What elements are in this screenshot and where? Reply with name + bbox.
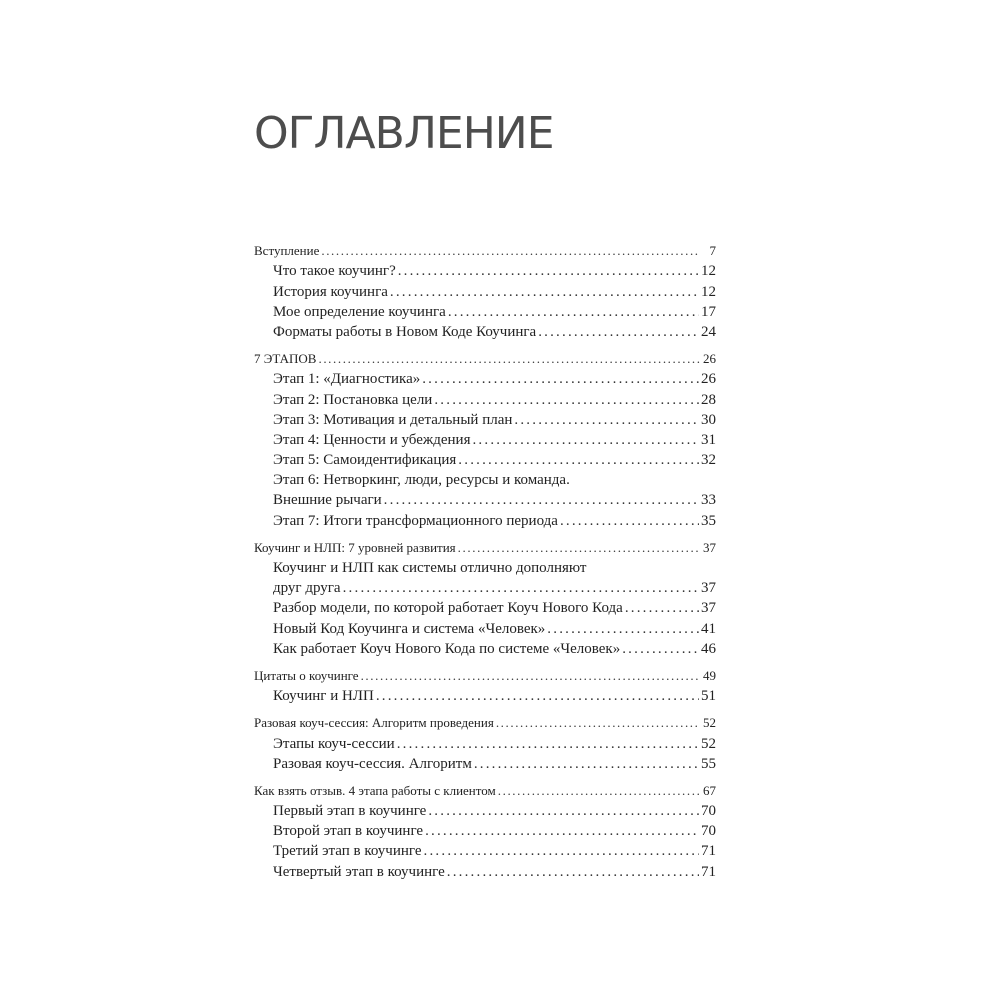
toc-page-number: 28	[701, 391, 716, 408]
toc-entry[interactable]	[254, 322, 716, 342]
toc-entry-label: Этап 1: «Диагностика»	[273, 371, 421, 388]
toc-entry[interactable]	[254, 261, 716, 281]
toc-entry-label: Второй этап в коучинге	[273, 823, 424, 840]
toc-page-number: 70	[701, 803, 716, 820]
toc-entry-label: Третий этап в коучинге	[273, 843, 422, 860]
dot-leader	[397, 734, 699, 754]
toc-page-number: 30	[701, 411, 716, 428]
dot-leader	[447, 862, 699, 882]
toc-entry[interactable]	[254, 598, 716, 618]
dot-leader	[458, 450, 699, 470]
dot-leader	[560, 511, 699, 531]
toc-page-number: 52	[703, 715, 716, 731]
dot-leader	[398, 261, 699, 281]
dot-leader	[376, 686, 699, 706]
dot-leader	[622, 639, 699, 659]
toc-entry[interactable]	[254, 410, 716, 430]
toc-entry[interactable]	[254, 801, 716, 821]
toc-page-number: 67	[703, 782, 716, 798]
toc-section-quotes	[254, 666, 716, 706]
toc-entry-label: Что такое коучинг?	[273, 263, 396, 280]
toc-page-number: 7	[709, 243, 716, 259]
toc-page-number: 51	[701, 688, 716, 705]
toc-heading-label: Вступление	[254, 243, 320, 259]
toc-page-number: 70	[701, 823, 716, 840]
toc-entry-label: Как работает Коуч Нового Кода по системе «Человек»	[273, 640, 621, 657]
toc-heading[interactable]	[254, 349, 716, 369]
toc-entry[interactable]	[254, 686, 716, 706]
toc-section-feedback	[254, 781, 716, 882]
dot-leader	[318, 349, 700, 369]
toc-entry-label: Этап 2: Постановка цели	[273, 391, 433, 408]
dot-leader	[428, 801, 699, 821]
page-title: ОГЛАВЛЕНИЕ	[254, 108, 554, 159]
toc-page-number: 12	[701, 263, 716, 280]
toc-entry[interactable]	[254, 470, 716, 490]
toc-heading-label: Коучинг и НЛП: 7 уровней развития	[254, 539, 456, 555]
toc-entry[interactable]	[254, 389, 716, 409]
toc-entry-label: Мое определение коучинга	[273, 303, 446, 320]
toc-entry[interactable]	[254, 430, 716, 450]
toc-page-number: 17	[701, 303, 716, 320]
toc-entry-label: Этап 3: Мотивация и детальный план	[273, 411, 513, 428]
toc-entry-label: История коучинга	[273, 283, 388, 300]
dot-leader	[496, 713, 700, 733]
toc-entry-label: Внешние рычаги	[273, 492, 382, 509]
toc-entry[interactable]	[254, 450, 716, 470]
toc-page-number: 52	[701, 735, 716, 752]
toc-entry[interactable]	[254, 510, 716, 530]
toc-entry[interactable]	[254, 490, 716, 510]
toc-page-number: 71	[701, 863, 716, 880]
toc-entry[interactable]	[254, 618, 716, 638]
toc-heading[interactable]	[254, 241, 716, 261]
dot-leader	[538, 322, 699, 342]
toc-page-number: 24	[701, 323, 716, 340]
toc-page-number: 37	[701, 580, 716, 597]
toc-entry[interactable]	[254, 639, 716, 659]
toc-entry-label: Первый этап в коучинге	[273, 803, 427, 820]
dot-leader	[472, 430, 699, 450]
dot-leader	[384, 490, 699, 510]
toc-page-number: 33	[701, 492, 716, 509]
toc-heading[interactable]	[254, 781, 716, 801]
dot-leader	[625, 598, 699, 618]
toc-entry-label: Четвертый этап в коучинге	[273, 863, 445, 880]
toc-page-number: 37	[701, 600, 716, 617]
dot-leader	[448, 302, 699, 322]
toc-heading[interactable]	[254, 538, 716, 558]
toc-section-coaching-nlp	[254, 538, 716, 659]
toc-entry[interactable]	[254, 281, 716, 301]
dot-leader	[514, 410, 699, 430]
toc-page-number: 37	[703, 539, 716, 555]
toc-page-number: 46	[701, 640, 716, 657]
dot-leader	[474, 754, 699, 774]
table-of-contents	[254, 241, 716, 889]
toc-entry-label: Новый Код Коучинга и система «Человек»	[273, 620, 546, 637]
toc-entry[interactable]	[254, 558, 716, 578]
toc-heading-label: 7 ЭТАПОВ	[254, 351, 317, 367]
toc-entry-label: Этап 5: Самоидентификация	[273, 452, 457, 469]
toc-entry[interactable]	[254, 841, 716, 861]
toc-entry[interactable]	[254, 369, 716, 389]
toc-entry[interactable]	[254, 733, 716, 753]
dot-leader	[547, 619, 699, 639]
toc-entry-label: Коучинг и НЛП как системы отлично дополняют	[273, 560, 587, 576]
toc-entry-label: Разбор модели, по которой работает Коуч Нового Кода	[273, 600, 623, 617]
toc-entry[interactable]	[254, 861, 716, 881]
toc-page-number: 32	[701, 452, 716, 469]
toc-entry[interactable]	[254, 754, 716, 774]
dot-leader	[434, 390, 699, 410]
toc-page-number: 41	[701, 620, 716, 637]
toc-page-number: 26	[703, 351, 716, 367]
toc-page-number: 31	[701, 431, 716, 448]
dot-leader	[390, 282, 699, 302]
toc-entry-label: Разовая коуч-сессия. Алгоритм	[273, 755, 472, 772]
toc-entry-label: Этап 7: Итоги трансформационного периода	[273, 512, 558, 529]
toc-entry[interactable]	[254, 821, 716, 841]
toc-page-number: 71	[701, 843, 716, 860]
toc-heading[interactable]	[254, 713, 716, 733]
toc-page-number: 55	[701, 755, 716, 772]
toc-page-number: 26	[701, 371, 716, 388]
toc-entry-label: Этап 4: Ценности и убеждения	[273, 431, 471, 448]
toc-page-number: 49	[703, 667, 716, 683]
dot-leader	[321, 241, 700, 261]
toc-page-number: 35	[701, 512, 716, 529]
toc-entry-label: Коучинг и НЛП	[273, 688, 374, 705]
toc-heading-label: Как взять отзыв. 4 этапа работы с клиентом	[254, 782, 496, 798]
toc-entry-label: Этапы коуч-сессии	[273, 735, 395, 752]
dot-leader	[425, 821, 699, 841]
toc-entry-label: Форматы работы в Новом Коде Коучинга	[273, 323, 537, 340]
toc-entry[interactable]	[254, 578, 716, 598]
toc-section-single-session	[254, 713, 716, 774]
toc-entry[interactable]	[254, 302, 716, 322]
toc-heading-label: Цитаты о коучинге	[254, 667, 359, 683]
dot-leader	[458, 538, 700, 558]
toc-entry-label: Этап 6: Нетворкинг, люди, ресурсы и команда.	[273, 472, 570, 489]
toc-section-7-stages	[254, 349, 716, 531]
toc-section-introduction	[254, 241, 716, 342]
dot-leader	[422, 369, 699, 389]
toc-heading[interactable]	[254, 666, 716, 686]
dot-leader	[361, 666, 700, 686]
toc-entry-label: друг друга	[273, 580, 341, 597]
dot-leader	[343, 578, 699, 598]
dot-leader	[424, 841, 699, 861]
toc-page-number: 12	[701, 283, 716, 300]
toc-heading-label: Разовая коуч-сессия: Алгоритм проведения	[254, 715, 494, 731]
dot-leader	[498, 781, 700, 801]
